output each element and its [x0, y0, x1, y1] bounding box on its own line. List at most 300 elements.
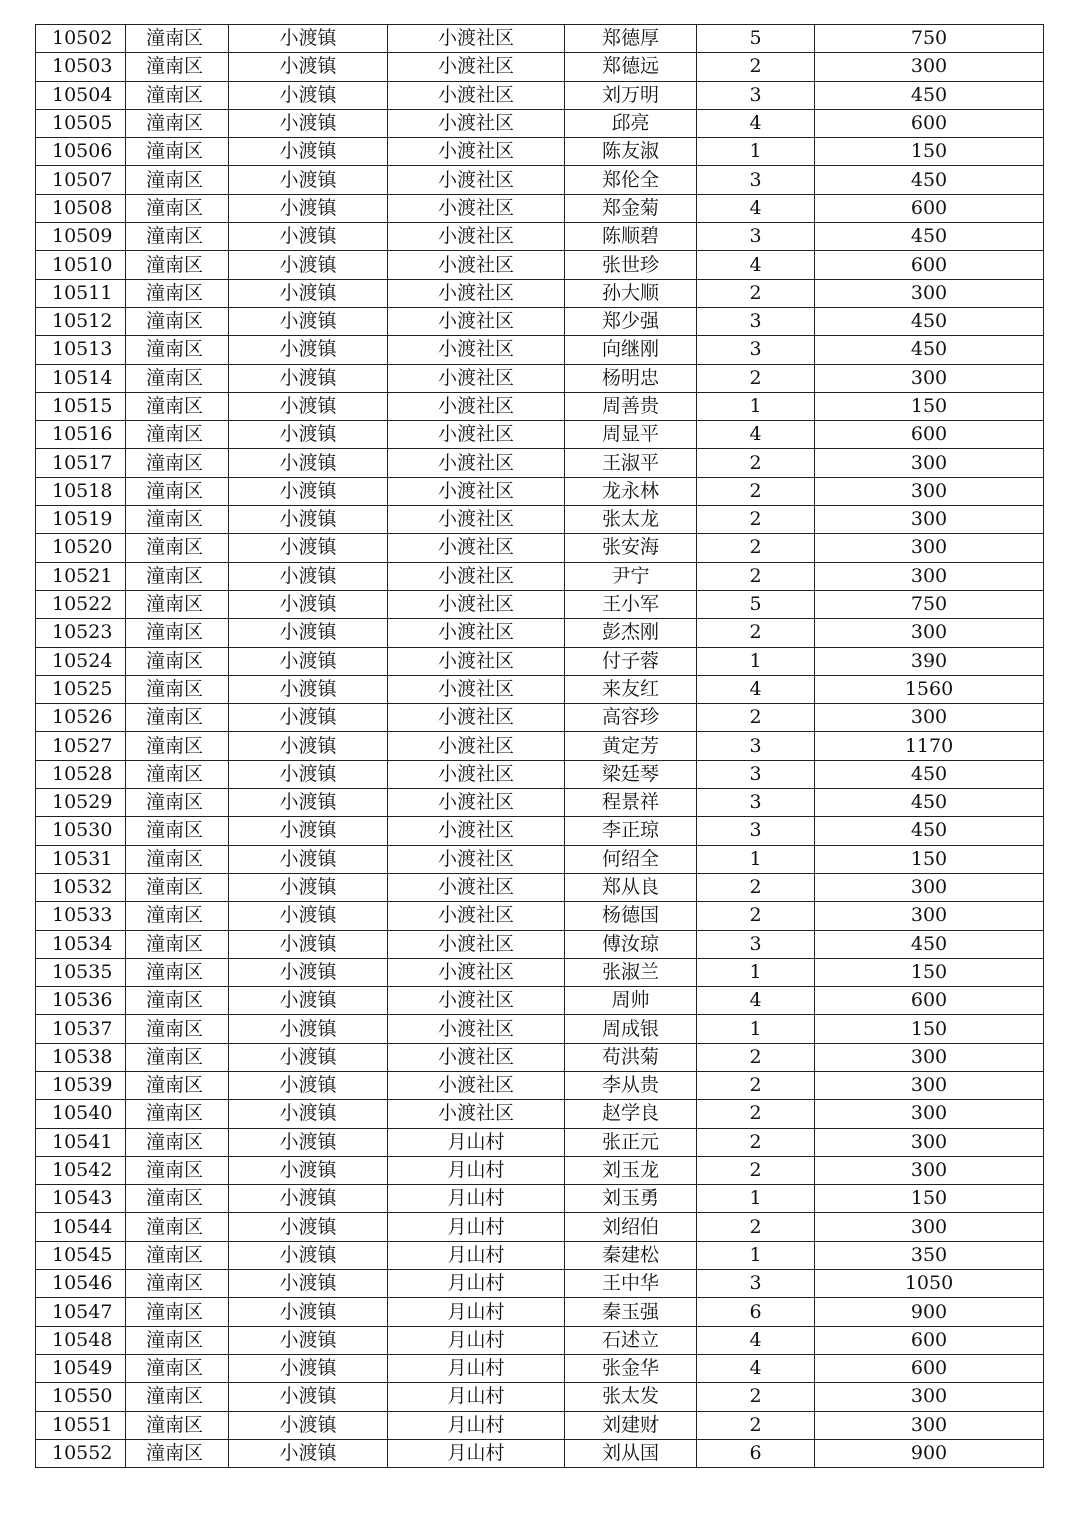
name-cell: 李正琼 [565, 817, 697, 845]
row-id-cell: 10531 [36, 845, 126, 873]
row-id-cell: 10532 [36, 873, 126, 901]
household-count-cell: 2 [697, 1383, 815, 1411]
town-cell: 小渡镇 [229, 506, 388, 534]
community-cell: 小渡社区 [388, 930, 565, 958]
community-cell: 月山村 [388, 1270, 565, 1298]
amount-cell: 750 [815, 25, 1044, 53]
row-id-cell: 10515 [36, 392, 126, 420]
household-count-cell: 2 [697, 873, 815, 901]
table-row [36, 1270, 1044, 1298]
table-row [36, 1213, 1044, 1241]
district-cell: 潼南区 [126, 1270, 229, 1298]
name-cell: 周帅 [565, 987, 697, 1015]
name-cell: 张正元 [565, 1128, 697, 1156]
table-row [36, 1128, 1044, 1156]
row-id-cell: 10539 [36, 1071, 126, 1099]
household-count-cell: 3 [697, 1270, 815, 1298]
name-cell: 何绍全 [565, 845, 697, 873]
community-cell: 小渡社区 [388, 873, 565, 901]
table-row [36, 81, 1044, 109]
community-cell: 小渡社区 [388, 562, 565, 590]
table-row [36, 732, 1044, 760]
name-cell: 彭杰刚 [565, 619, 697, 647]
household-count-cell: 3 [697, 223, 815, 251]
name-cell: 陈友淑 [565, 138, 697, 166]
district-cell: 潼南区 [126, 223, 229, 251]
amount-cell: 350 [815, 1241, 1044, 1269]
town-cell: 小渡镇 [229, 930, 388, 958]
table-row [36, 817, 1044, 845]
amount-cell: 300 [815, 873, 1044, 901]
household-count-cell: 1 [697, 1241, 815, 1269]
row-id-cell: 10549 [36, 1354, 126, 1382]
household-count-cell: 3 [697, 930, 815, 958]
community-cell: 小渡社区 [388, 506, 565, 534]
district-cell: 潼南区 [126, 1043, 229, 1071]
amount-cell: 300 [815, 477, 1044, 505]
name-cell: 张世珍 [565, 251, 697, 279]
district-cell: 潼南区 [126, 930, 229, 958]
row-id-cell: 10527 [36, 732, 126, 760]
town-cell: 小渡镇 [229, 1383, 388, 1411]
name-cell: 程景祥 [565, 789, 697, 817]
town-cell: 小渡镇 [229, 590, 388, 618]
household-count-cell: 4 [697, 987, 815, 1015]
name-cell: 孙大顺 [565, 279, 697, 307]
amount-cell: 300 [815, 1071, 1044, 1099]
community-cell: 小渡社区 [388, 1100, 565, 1128]
row-id-cell: 10537 [36, 1015, 126, 1043]
town-cell: 小渡镇 [229, 109, 388, 137]
household-count-cell: 3 [697, 336, 815, 364]
community-cell: 小渡社区 [388, 1071, 565, 1099]
town-cell: 小渡镇 [229, 336, 388, 364]
town-cell: 小渡镇 [229, 25, 388, 53]
district-cell: 潼南区 [126, 1383, 229, 1411]
table-row [36, 1411, 1044, 1439]
community-cell: 月山村 [388, 1411, 565, 1439]
amount-cell: 150 [815, 845, 1044, 873]
town-cell: 小渡镇 [229, 789, 388, 817]
town-cell: 小渡镇 [229, 1128, 388, 1156]
town-cell: 小渡镇 [229, 1185, 388, 1213]
community-cell: 月山村 [388, 1354, 565, 1382]
community-cell: 小渡社区 [388, 845, 565, 873]
district-cell: 潼南区 [126, 760, 229, 788]
table-row [36, 251, 1044, 279]
community-cell: 小渡社区 [388, 987, 565, 1015]
amount-cell: 900 [815, 1298, 1044, 1326]
row-id-cell: 10529 [36, 789, 126, 817]
table-row [36, 166, 1044, 194]
row-id-cell: 10545 [36, 1241, 126, 1269]
town-cell: 小渡镇 [229, 1156, 388, 1184]
amount-cell: 450 [815, 760, 1044, 788]
district-cell: 潼南区 [126, 1156, 229, 1184]
district-cell: 潼南区 [126, 477, 229, 505]
community-cell: 小渡社区 [388, 81, 565, 109]
household-count-cell: 2 [697, 1128, 815, 1156]
community-cell: 月山村 [388, 1156, 565, 1184]
table-row [36, 760, 1044, 788]
name-cell: 郑金菊 [565, 194, 697, 222]
town-cell: 小渡镇 [229, 817, 388, 845]
community-cell: 小渡社区 [388, 307, 565, 335]
amount-cell: 450 [815, 166, 1044, 194]
town-cell: 小渡镇 [229, 138, 388, 166]
row-id-cell: 10551 [36, 1411, 126, 1439]
name-cell: 苟洪菊 [565, 1043, 697, 1071]
town-cell: 小渡镇 [229, 449, 388, 477]
amount-cell: 300 [815, 562, 1044, 590]
household-count-cell: 2 [697, 562, 815, 590]
table-row [36, 619, 1044, 647]
town-cell: 小渡镇 [229, 279, 388, 307]
household-count-cell: 1 [697, 1185, 815, 1213]
name-cell: 张安海 [565, 534, 697, 562]
community-cell: 月山村 [388, 1241, 565, 1269]
community-cell: 小渡社区 [388, 789, 565, 817]
household-count-cell: 2 [697, 1043, 815, 1071]
amount-cell: 450 [815, 789, 1044, 817]
amount-cell: 150 [815, 1015, 1044, 1043]
household-count-cell: 2 [697, 449, 815, 477]
town-cell: 小渡镇 [229, 53, 388, 81]
household-count-cell: 2 [697, 477, 815, 505]
amount-cell: 150 [815, 958, 1044, 986]
town-cell: 小渡镇 [229, 902, 388, 930]
town-cell: 小渡镇 [229, 392, 388, 420]
household-count-cell: 2 [697, 1156, 815, 1184]
table-row [36, 138, 1044, 166]
table-row [36, 704, 1044, 732]
name-cell: 刘玉龙 [565, 1156, 697, 1184]
table-row [36, 53, 1044, 81]
town-cell: 小渡镇 [229, 732, 388, 760]
name-cell: 龙永林 [565, 477, 697, 505]
name-cell: 郑从良 [565, 873, 697, 901]
name-cell: 向继刚 [565, 336, 697, 364]
table-row [36, 902, 1044, 930]
data-table [35, 24, 1044, 1468]
row-id-cell: 10544 [36, 1213, 126, 1241]
community-cell: 小渡社区 [388, 817, 565, 845]
row-id-cell: 10530 [36, 817, 126, 845]
amount-cell: 300 [815, 1213, 1044, 1241]
district-cell: 潼南区 [126, 958, 229, 986]
community-cell: 小渡社区 [388, 1043, 565, 1071]
district-cell: 潼南区 [126, 138, 229, 166]
community-cell: 小渡社区 [388, 166, 565, 194]
community-cell: 月山村 [388, 1439, 565, 1467]
household-count-cell: 2 [697, 506, 815, 534]
row-id-cell: 10520 [36, 534, 126, 562]
name-cell: 张淑兰 [565, 958, 697, 986]
household-count-cell: 2 [697, 1071, 815, 1099]
amount-cell: 300 [815, 534, 1044, 562]
amount-cell: 300 [815, 619, 1044, 647]
table-row [36, 1439, 1044, 1467]
table-row [36, 1298, 1044, 1326]
district-cell: 潼南区 [126, 1241, 229, 1269]
table-row [36, 392, 1044, 420]
name-cell: 刘从国 [565, 1439, 697, 1467]
name-cell: 王淑平 [565, 449, 697, 477]
name-cell: 周善贵 [565, 392, 697, 420]
row-id-cell: 10525 [36, 675, 126, 703]
row-id-cell: 10503 [36, 53, 126, 81]
table-row [36, 562, 1044, 590]
district-cell: 潼南区 [126, 1071, 229, 1099]
name-cell: 高容珍 [565, 704, 697, 732]
row-id-cell: 10546 [36, 1270, 126, 1298]
row-id-cell: 10505 [36, 109, 126, 137]
name-cell: 陈顺碧 [565, 223, 697, 251]
district-cell: 潼南区 [126, 1298, 229, 1326]
amount-cell: 600 [815, 251, 1044, 279]
household-count-cell: 4 [697, 109, 815, 137]
row-id-cell: 10534 [36, 930, 126, 958]
amount-cell: 300 [815, 449, 1044, 477]
row-id-cell: 10524 [36, 647, 126, 675]
row-id-cell: 10513 [36, 336, 126, 364]
name-cell: 梁廷琴 [565, 760, 697, 788]
table-row [36, 1383, 1044, 1411]
name-cell: 赵学良 [565, 1100, 697, 1128]
name-cell: 刘绍伯 [565, 1213, 697, 1241]
row-id-cell: 10507 [36, 166, 126, 194]
name-cell: 王中华 [565, 1270, 697, 1298]
name-cell: 王小军 [565, 590, 697, 618]
amount-cell: 900 [815, 1439, 1044, 1467]
table-row [36, 590, 1044, 618]
row-id-cell: 10512 [36, 307, 126, 335]
name-cell: 黄定芳 [565, 732, 697, 760]
row-id-cell: 10510 [36, 251, 126, 279]
table-row [36, 1354, 1044, 1382]
community-cell: 小渡社区 [388, 647, 565, 675]
community-cell: 小渡社区 [388, 25, 565, 53]
amount-cell: 300 [815, 506, 1044, 534]
town-cell: 小渡镇 [229, 251, 388, 279]
name-cell: 郑德厚 [565, 25, 697, 53]
town-cell: 小渡镇 [229, 477, 388, 505]
district-cell: 潼南区 [126, 53, 229, 81]
household-count-cell: 4 [697, 194, 815, 222]
town-cell: 小渡镇 [229, 1326, 388, 1354]
district-cell: 潼南区 [126, 251, 229, 279]
table-row [36, 1015, 1044, 1043]
community-cell: 小渡社区 [388, 392, 565, 420]
amount-cell: 300 [815, 1100, 1044, 1128]
row-id-cell: 10538 [36, 1043, 126, 1071]
district-cell: 潼南区 [126, 81, 229, 109]
district-cell: 潼南区 [126, 817, 229, 845]
household-count-cell: 2 [697, 902, 815, 930]
household-count-cell: 6 [697, 1439, 815, 1467]
town-cell: 小渡镇 [229, 1411, 388, 1439]
household-count-cell: 2 [697, 279, 815, 307]
amount-cell: 450 [815, 81, 1044, 109]
town-cell: 小渡镇 [229, 81, 388, 109]
table-row [36, 675, 1044, 703]
amount-cell: 300 [815, 1156, 1044, 1184]
town-cell: 小渡镇 [229, 675, 388, 703]
town-cell: 小渡镇 [229, 1043, 388, 1071]
household-count-cell: 2 [697, 619, 815, 647]
district-cell: 潼南区 [126, 675, 229, 703]
household-count-cell: 3 [697, 817, 815, 845]
household-count-cell: 2 [697, 1213, 815, 1241]
household-count-cell: 3 [697, 760, 815, 788]
row-id-cell: 10519 [36, 506, 126, 534]
community-cell: 小渡社区 [388, 279, 565, 307]
household-count-cell: 3 [697, 307, 815, 335]
district-cell: 潼南区 [126, 902, 229, 930]
table-row [36, 1326, 1044, 1354]
row-id-cell: 10518 [36, 477, 126, 505]
table-row [36, 364, 1044, 392]
table-row [36, 1185, 1044, 1213]
community-cell: 小渡社区 [388, 336, 565, 364]
household-count-cell: 3 [697, 732, 815, 760]
amount-cell: 600 [815, 109, 1044, 137]
town-cell: 小渡镇 [229, 704, 388, 732]
amount-cell: 150 [815, 1185, 1044, 1213]
community-cell: 月山村 [388, 1213, 565, 1241]
town-cell: 小渡镇 [229, 873, 388, 901]
table-row [36, 223, 1044, 251]
town-cell: 小渡镇 [229, 364, 388, 392]
district-cell: 潼南区 [126, 25, 229, 53]
amount-cell: 150 [815, 392, 1044, 420]
row-id-cell: 10540 [36, 1100, 126, 1128]
row-id-cell: 10521 [36, 562, 126, 590]
amount-cell: 450 [815, 223, 1044, 251]
name-cell: 周成银 [565, 1015, 697, 1043]
town-cell: 小渡镇 [229, 1100, 388, 1128]
row-id-cell: 10511 [36, 279, 126, 307]
row-id-cell: 10550 [36, 1383, 126, 1411]
row-id-cell: 10541 [36, 1128, 126, 1156]
district-cell: 潼南区 [126, 704, 229, 732]
row-id-cell: 10516 [36, 421, 126, 449]
table-row [36, 1156, 1044, 1184]
community-cell: 小渡社区 [388, 534, 565, 562]
community-cell: 小渡社区 [388, 194, 565, 222]
table-row [36, 873, 1044, 901]
community-cell: 月山村 [388, 1326, 565, 1354]
amount-cell: 450 [815, 930, 1044, 958]
household-count-cell: 5 [697, 590, 815, 618]
table-row [36, 421, 1044, 449]
community-cell: 小渡社区 [388, 902, 565, 930]
amount-cell: 1050 [815, 1270, 1044, 1298]
name-cell: 张金华 [565, 1354, 697, 1382]
town-cell: 小渡镇 [229, 1015, 388, 1043]
town-cell: 小渡镇 [229, 1241, 388, 1269]
household-count-cell: 2 [697, 704, 815, 732]
row-id-cell: 10504 [36, 81, 126, 109]
town-cell: 小渡镇 [229, 223, 388, 251]
row-id-cell: 10509 [36, 223, 126, 251]
household-count-cell: 1 [697, 845, 815, 873]
district-cell: 潼南区 [126, 279, 229, 307]
name-cell: 秦建松 [565, 1241, 697, 1269]
town-cell: 小渡镇 [229, 845, 388, 873]
amount-cell: 450 [815, 307, 1044, 335]
table-row [36, 647, 1044, 675]
household-count-cell: 2 [697, 1411, 815, 1439]
table-body [36, 25, 1044, 1468]
row-id-cell: 10514 [36, 364, 126, 392]
town-cell: 小渡镇 [229, 166, 388, 194]
name-cell: 秦玉强 [565, 1298, 697, 1326]
district-cell: 潼南区 [126, 336, 229, 364]
district-cell: 潼南区 [126, 1185, 229, 1213]
town-cell: 小渡镇 [229, 760, 388, 788]
household-count-cell: 1 [697, 958, 815, 986]
row-id-cell: 10502 [36, 25, 126, 53]
name-cell: 周显平 [565, 421, 697, 449]
row-id-cell: 10508 [36, 194, 126, 222]
table-row [36, 477, 1044, 505]
row-id-cell: 10523 [36, 619, 126, 647]
household-count-cell: 2 [697, 534, 815, 562]
table-row [36, 194, 1044, 222]
name-cell: 石述立 [565, 1326, 697, 1354]
district-cell: 潼南区 [126, 789, 229, 817]
table-row [36, 307, 1044, 335]
table-row [36, 1043, 1044, 1071]
name-cell: 傅汝琼 [565, 930, 697, 958]
amount-cell: 150 [815, 138, 1044, 166]
name-cell: 张太龙 [565, 506, 697, 534]
amount-cell: 1170 [815, 732, 1044, 760]
community-cell: 小渡社区 [388, 138, 565, 166]
town-cell: 小渡镇 [229, 1354, 388, 1382]
community-cell: 小渡社区 [388, 704, 565, 732]
amount-cell: 600 [815, 987, 1044, 1015]
amount-cell: 300 [815, 1411, 1044, 1439]
town-cell: 小渡镇 [229, 1298, 388, 1326]
district-cell: 潼南区 [126, 307, 229, 335]
table-row [36, 845, 1044, 873]
community-cell: 小渡社区 [388, 732, 565, 760]
name-cell: 郑伦全 [565, 166, 697, 194]
name-cell: 尹宁 [565, 562, 697, 590]
district-cell: 潼南区 [126, 1015, 229, 1043]
table-row [36, 987, 1044, 1015]
household-count-cell: 5 [697, 25, 815, 53]
name-cell: 杨明忠 [565, 364, 697, 392]
district-cell: 潼南区 [126, 1213, 229, 1241]
district-cell: 潼南区 [126, 109, 229, 137]
household-count-cell: 2 [697, 53, 815, 81]
name-cell: 刘万明 [565, 81, 697, 109]
household-count-cell: 1 [697, 1015, 815, 1043]
household-count-cell: 3 [697, 81, 815, 109]
name-cell: 刘玉勇 [565, 1185, 697, 1213]
name-cell: 付子蓉 [565, 647, 697, 675]
amount-cell: 750 [815, 590, 1044, 618]
community-cell: 月山村 [388, 1185, 565, 1213]
household-count-cell: 2 [697, 364, 815, 392]
town-cell: 小渡镇 [229, 619, 388, 647]
row-id-cell: 10536 [36, 987, 126, 1015]
district-cell: 潼南区 [126, 1411, 229, 1439]
row-id-cell: 10517 [36, 449, 126, 477]
